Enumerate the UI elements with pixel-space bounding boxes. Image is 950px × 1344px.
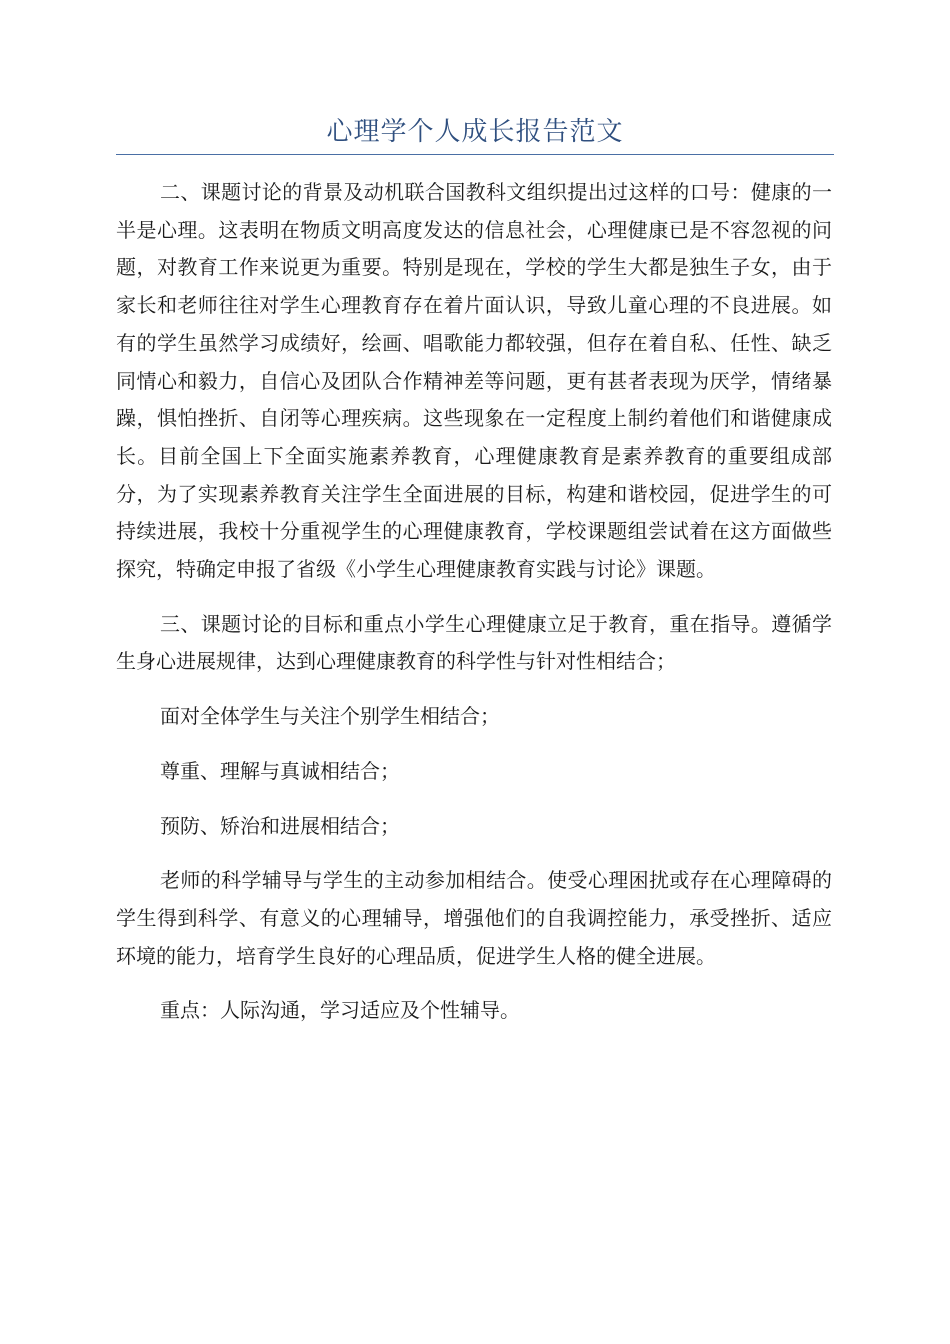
paragraph-key-points: 重点：人际沟通，学习适应及个性辅导。 bbox=[160, 998, 520, 1023]
document-body bbox=[116, 174, 832, 1030]
paragraph-goals: 三、课题讨论的目标和重点小学生心理健康立足于教育，重在指导。遵循学生身心进展规律，达到心理健康教育的科学性与针对性相结合； bbox=[116, 611, 832, 674]
paragraph-principle-2: 尊重、理解与真诚相结合； bbox=[160, 758, 400, 783]
title-underline bbox=[116, 154, 834, 155]
paragraph-principle-3: 预防、矫治和进展相结合； bbox=[160, 813, 400, 838]
paragraph-background: 二、课题讨论的背景及动机联合国教科文组织提出过这样的口号：健康的一半是心理。这表明在物质文明高度发达的信息社会，心理健康已是不容忽视的问题，对教育工作来说更为重要。特别是现在，学校的学生大都是独生子女，由于家长和老师往往对学生心理教育存在着片面认识，导致儿童心理的不良进展。如有的学生虽然学习成绩好，绘画、唱歌能力都较强，但存在着自私、任性、缺乏同情心和毅力，自信心及团队合作精神差等问题，更有甚者表现为厌学，情绪暴躁，惧怕挫折、自闭等心理疾病。这些现象在一定程度上制约着他们和谐健康成长。目前全国上下全面实施素养教育，心理健康教育是素养教育的重要组成部分，为了实现素养教育关注学生全面进展的目标，构建和谐校园，促进学生的可持续进展，我校十分重视学生的心理健康教育，学校课题组尝试着在这方面做些探究，特确定申报了省级《小学生心理健康教育实践与讨论》课题。 bbox=[116, 180, 832, 582]
paragraph-principle-1: 面对全体学生与关注个别学生相结合； bbox=[160, 704, 500, 729]
paragraph-principle-4: 老师的科学辅导与学生的主动参加相结合。使受心理困扰或存在心理障碍的学生得到科学、有意义的心理辅导，增强他们的自我调控能力，承受挫折、适应环境的能力，培育学生良好的心理品质，促进学生人格的健全进展。 bbox=[116, 868, 832, 968]
document-title: 心理学个人成长报告范文 bbox=[326, 117, 624, 147]
